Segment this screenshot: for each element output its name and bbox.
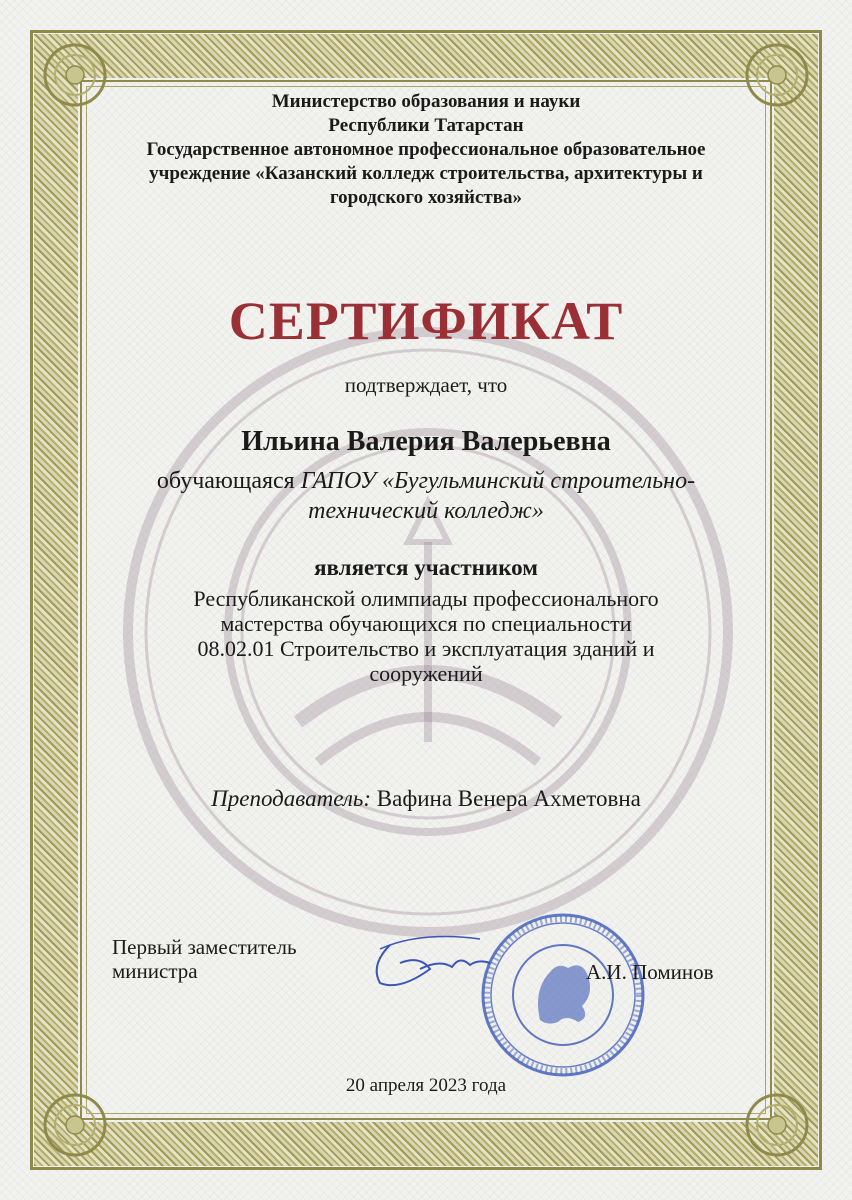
issuer-line: городского хозяйства»	[330, 187, 522, 208]
ministry-stamp-icon	[478, 910, 648, 1080]
issuer-line: Государственное автономное профессиональное образовательное	[146, 139, 706, 160]
olympiad-description	[110, 586, 742, 686]
issuer-line: Министерство образования и науки	[271, 91, 581, 112]
teacher-line	[0, 786, 852, 812]
student-info	[60, 466, 792, 526]
confirm-text: подтверждает, что	[344, 373, 508, 397]
issue-date: 20 апреля 2023 года	[345, 1075, 507, 1096]
signatory-role	[112, 935, 297, 983]
issuer-header	[70, 90, 782, 210]
teacher-label: Преподаватель:	[211, 786, 372, 811]
student-institution: технический колледж»	[308, 498, 544, 524]
recipient-name: Ильина Валерия Валерьевна	[241, 426, 611, 457]
student-prefix: обучающаяся	[156, 468, 295, 494]
olympiad-line: Республиканской олимпиады профессионального	[193, 586, 659, 611]
signatory-role-line: министра	[112, 959, 198, 983]
student-institution: ГАПОУ «Бугульминский строительно-	[300, 468, 696, 494]
olympiad-line: 08.02.01 Строительство и эксплуатация зданий и	[197, 636, 655, 661]
teacher-name: Вафина Венера Ахметовна	[376, 786, 641, 811]
signatory-role-line: Первый заместитель	[112, 935, 297, 959]
issuer-line: учреждение «Казанский колледж строительства, архитектуры и	[149, 163, 703, 184]
signatory-name: А.И. Поминов	[586, 960, 714, 984]
olympiad-line: сооружений	[369, 661, 483, 686]
participant-text: является участником	[314, 555, 538, 580]
certificate-title: СЕРТИФИКАТ	[228, 291, 624, 351]
olympiad-line: мастерства обучающихся по специальности	[220, 611, 632, 636]
issuer-line: Республики Татарстан	[328, 115, 524, 136]
